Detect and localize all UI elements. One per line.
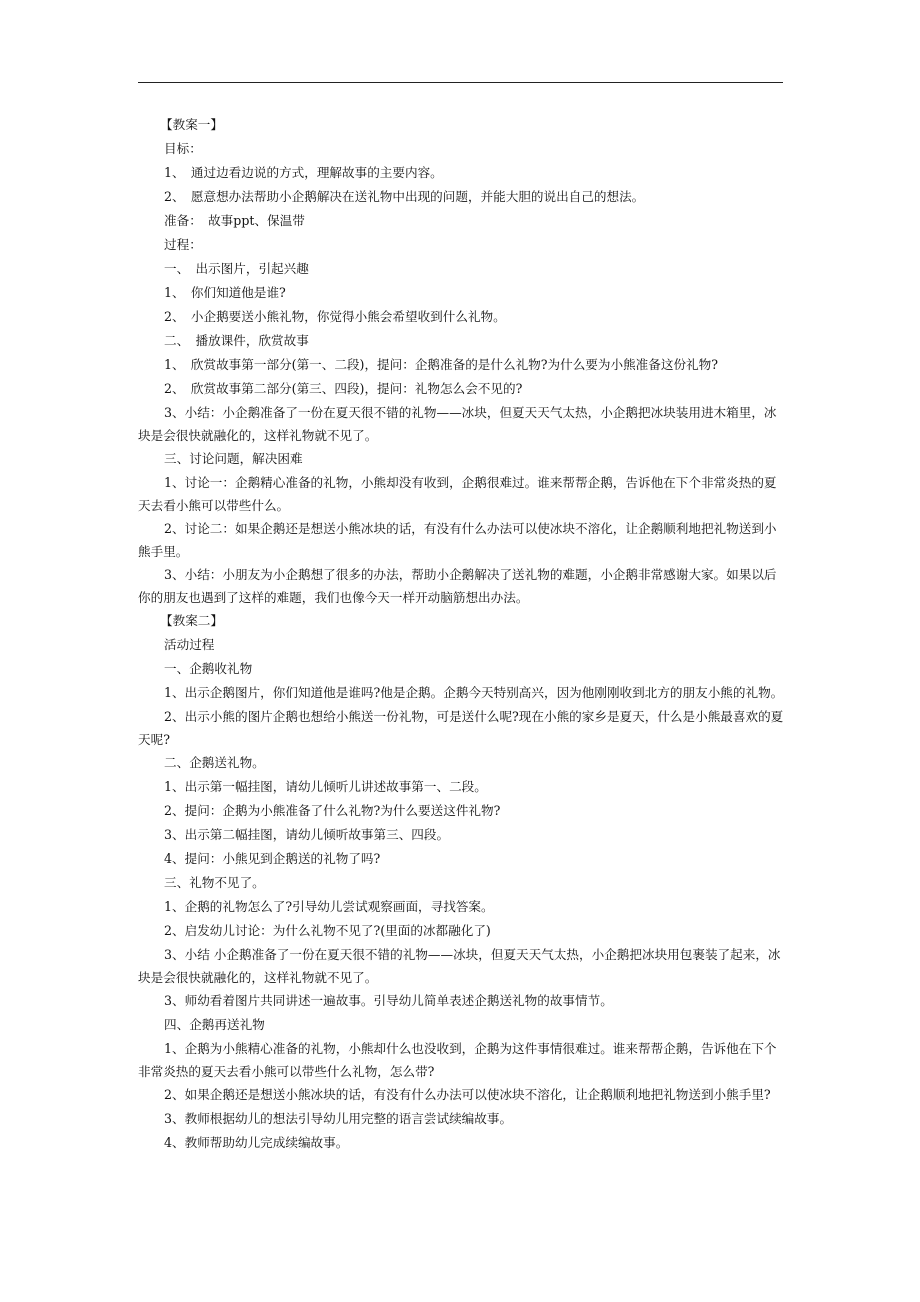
header-rule [138, 82, 783, 83]
paragraph: 二、企鹅送礼物。 [164, 755, 265, 770]
paragraph: 2、 小企鹅要送小熊礼物，你觉得小熊会希望收到什么礼物。 [164, 309, 506, 324]
paragraph: 3、小结 小企鹅准备了一份在夏天很不错的礼物——冰块，但夏天天气太热，小企鹅把冰块用包裹装了起来，冰块是会很快就融化的，这样礼物就不见了。 [138, 947, 781, 985]
paragraph: 3、小结：小朋友为小企鹅想了很多的办法，帮助小企鹅解决了送礼物的难题，小企鹅非常感谢大家。如果以后你的朋友也遇到了这样的难题，我们也像今天一样开动脑筋想出办法。 [138, 567, 777, 605]
paragraph: 三、礼物不见了。 [164, 875, 265, 890]
paragraph: 2、出示小熊的图片企鹅也想给小熊送一份礼物，可是送什么呢?现在小熊的家乡是夏天，什么是小熊最喜欢的夏天呢? [138, 709, 784, 747]
paragraph: 2、如果企鹅还是想送小熊冰块的话，有没有什么办法可以使冰块不溶化，让企鹅顺利地把礼物送到小熊手里? [164, 1087, 771, 1102]
paragraph: 3、小结：小企鹅准备了一份在夏天很不错的礼物——冰块，但夏天天气太热，小企鹅把冰块装用进木箱里，冰块是会很快就融化的，这样礼物就不见了。 [138, 405, 777, 443]
paragraph: 1、出示第一幅挂图，请幼儿倾听儿讲述故事第一、二段。 [164, 779, 487, 794]
paragraph: 2、 愿意想办法帮助小企鹅解决在送礼物中出现的问题，并能大胆的说出自己的想法。 [164, 189, 645, 204]
paragraph: 过程： [164, 237, 202, 252]
paragraph: 4、提问：小熊见到企鹅送的礼物了吗? [164, 851, 381, 866]
paragraph: 1、 通过边看边说的方式，理解故事的主要内容。 [164, 165, 443, 180]
paragraph: 3、师幼看着图片共同讲述一遍故事。引导幼儿简单表述企鹅送礼物的故事情节。 [164, 993, 613, 1008]
paragraph: 2、启发幼儿讨论：为什么礼物不见了?(里面的冰都融化了) [164, 923, 491, 938]
paragraph: 二、 播放课件，欣赏故事 [164, 333, 309, 348]
paragraph: 1、出示企鹅图片，你们知道他是谁吗?他是企鹅。企鹅今天特别高兴，因为他刚刚收到北方的朋友小熊的礼物。 [164, 685, 784, 700]
paragraph: 3、教师根据幼儿的想法引导幼儿用完整的语言尝试续编故事。 [164, 1111, 513, 1126]
paragraph: 1、企鹅为小熊精心准备的礼物，小熊却什么也没收到，企鹅为这件事情很难过。谁来帮帮企鹅，告诉他在下个非常炎热的夏天去看小熊可以带些什么礼物，怎么带? [138, 1041, 777, 1079]
paragraph: 3、出示第二幅挂图，请幼儿倾听故事第三、四段。 [164, 827, 450, 842]
paragraph: 【教案二】 [160, 613, 223, 628]
paragraph: 1、 欣赏故事第一部分(第一、二段)，提问：企鹅准备的是什么礼物?为什么要为小熊准备这份礼物? [164, 357, 718, 372]
paragraph: 活动过程 [164, 637, 215, 652]
paragraph: 1、 你们知道他是谁? [164, 285, 286, 300]
document-body [138, 113, 786, 1155]
paragraph: 三、讨论问题，解决困难 [164, 451, 303, 466]
paragraph: 1、企鹅的礼物怎么了?引导幼儿尝试观察画面，寻找答案。 [164, 899, 494, 914]
paragraph: 2、讨论二：如果企鹅还是想送小熊冰块的话，有没有什么办法可以使冰块不溶化，让企鹅顺利地把礼物送到小熊手里。 [138, 521, 777, 559]
paragraph: 一、 出示图片，引起兴趣 [164, 261, 309, 276]
paragraph: 2、提问：企鹅为小熊准备了什么礼物?为什么要送这件礼物? [164, 803, 501, 818]
paragraph: 【教案一】 [160, 117, 223, 132]
paragraph: 准备： 故事ppt、保温带 [164, 213, 305, 228]
paragraph: 2、 欣赏故事第二部分(第三、四段)，提问：礼物怎么会不见的? [164, 381, 523, 396]
paragraph: 4、教师帮助幼儿完成续编故事。 [164, 1135, 349, 1150]
paragraph: 1、讨论一：企鹅精心准备的礼物，小熊却没有收到，企鹅很难过。谁来帮帮企鹅，告诉他在下个非常炎热的夏天去看小熊可以带些什么。 [138, 475, 777, 513]
paragraph: 目标： [164, 141, 202, 156]
paragraph: 四、企鹅再送礼物 [164, 1017, 265, 1032]
paragraph: 一、企鹅收礼物 [164, 661, 253, 676]
